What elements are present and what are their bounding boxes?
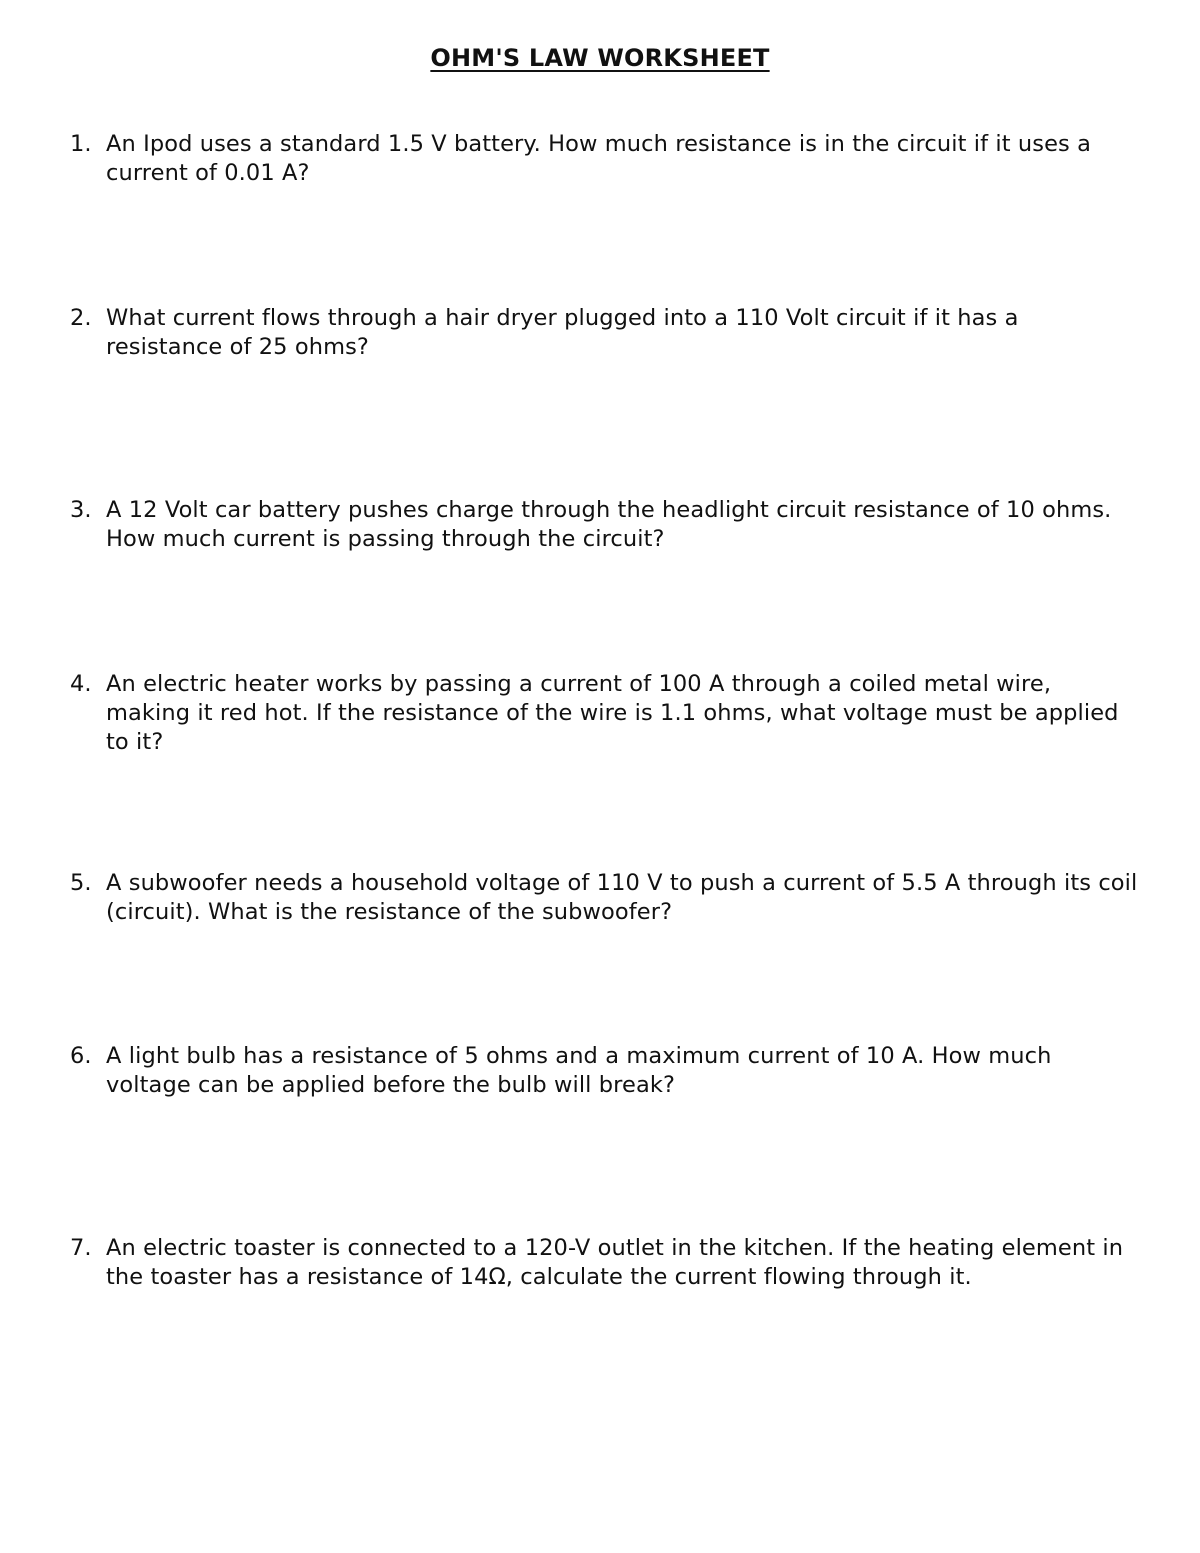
question-item: [70, 1234, 1140, 1292]
question-item: [70, 670, 1140, 757]
question-item: [70, 1042, 1140, 1100]
question-text: A 12 Volt car battery pushes charge through the headlight circuit resistance of 10 ohms. How much current is passing through the circuit?: [106, 497, 1112, 552]
question-number: 5.: [70, 870, 92, 896]
question-number: 6.: [70, 1043, 92, 1069]
question-number: 3.: [70, 497, 92, 523]
question-item: [70, 304, 1140, 362]
question-item: [70, 130, 1140, 188]
question-text: An Ipod uses a standard 1.5 V battery. How much resistance is in the circuit if it uses a current of 0.01 A?: [106, 131, 1091, 186]
question-text: An electric toaster is connected to a 120-V outlet in the kitchen. If the heating element in the toaster has a resistance of 14Ω, calculate the current flowing through it.: [106, 1235, 1124, 1290]
question-number: 4.: [70, 671, 92, 697]
question-text: What current flows through a hair dryer plugged into a 110 Volt circuit if it has a resistance of 25 ohms?: [106, 305, 1019, 360]
question-item: [70, 869, 1140, 927]
question-number: 7.: [70, 1235, 92, 1261]
question-number: 2.: [70, 305, 92, 331]
question-text: A subwoofer needs a household voltage of 110 V to push a current of 5.5 A through its coil (circuit). What is the resistance of the subwoofer?: [106, 870, 1138, 925]
question-item: [70, 496, 1140, 554]
question-text: A light bulb has a resistance of 5 ohms and a maximum current of 10 A. How much voltage can be applied before the bulb will break?: [106, 1043, 1052, 1098]
question-number: 1.: [70, 131, 92, 157]
question-text: An electric heater works by passing a current of 100 A through a coiled metal wire, making it red hot. If the resistance of the wire is 1.1 ohms, what voltage must be applied to it?: [106, 671, 1119, 755]
page-title: OHM'S LAW WORKSHEET: [430, 44, 770, 72]
